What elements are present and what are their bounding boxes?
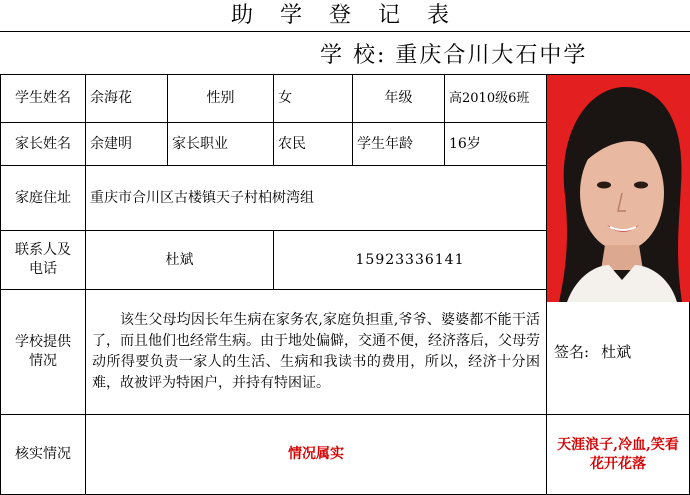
signature — [550, 290, 689, 414]
address-label: 家庭住址 — [15, 189, 71, 206]
contact-label: 联系人及电话 — [15, 242, 71, 277]
situation-text: 该生父母均因长年生病在家务农,家庭负担重,爷爷、婆婆都不能干活了，而且他们也经常生病。由于地处偏僻，交通不便，经济落后，父母劳动所得要负责一家人的生活、生病和我读书的费用，所以，经济十分困难，故被评为特困户，并持有特困证。 — [92, 312, 540, 391]
parent-job-value: 农民 — [278, 135, 306, 152]
signature-label: 签名: — [554, 342, 590, 361]
form-title: 助 学 登 记 表 — [0, 0, 690, 32]
parent-name-value: 余建明 — [90, 135, 132, 152]
motto-text: 天涯浪子,冷血,笑看花开花落 — [557, 436, 679, 472]
parent-job-label: 家长职业 — [172, 135, 228, 152]
age-label: 学生年龄 — [357, 135, 413, 152]
student-photo — [547, 75, 690, 302]
contact-phone: 15923336141 — [355, 251, 465, 268]
signature-name: 杜斌 — [601, 342, 632, 361]
gender-value: 女 — [278, 90, 292, 107]
grade-value: 高2010级6班 — [449, 90, 530, 106]
parent-name-label: 家长姓名 — [15, 135, 71, 152]
address-value: 重庆市合川区古楼镇天子村柏树湾组 — [90, 189, 314, 206]
verify-value: 情况属实 — [288, 446, 344, 463]
portrait-icon — [547, 75, 690, 302]
age-value: 16岁 — [449, 135, 481, 152]
contact-name: 杜斌 — [165, 251, 194, 268]
student-name-value: 余海花 — [90, 90, 132, 107]
grade-label: 年级 — [384, 90, 413, 107]
gender-label: 性别 — [206, 90, 235, 107]
school-name: 学 校: 重庆合川大石中学 — [320, 43, 588, 68]
verify-label: 核实情况 — [15, 446, 71, 463]
student-name-label: 学生姓名 — [15, 90, 71, 107]
situation-label: 学校提供情况 — [15, 334, 71, 369]
